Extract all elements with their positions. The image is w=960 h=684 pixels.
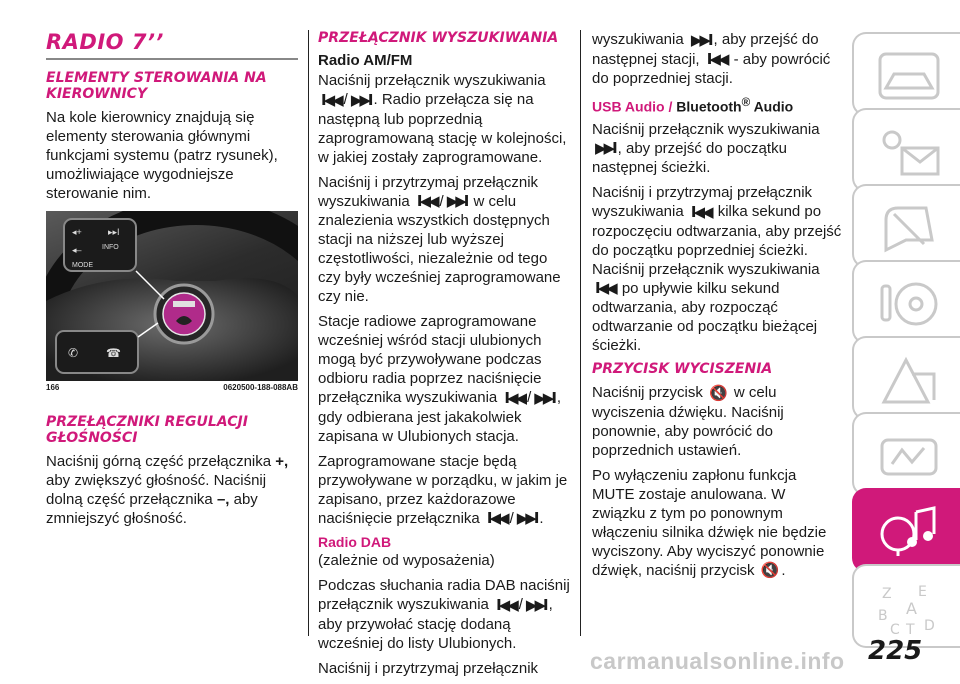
minus-symbol: –, [216,491,230,508]
volume-heading: PRZEŁĄCZNIKI REGULACJI GŁOŚNOŚCI [46,414,248,446]
radio-amfm-title: Radio AM/FM [318,52,413,69]
svg-text:Z: Z [882,586,892,602]
svg-text:T: T [906,622,915,636]
side-tab-starting-driving[interactable] [852,260,960,344]
svg-text:C: C [890,622,900,636]
usb-bluetooth-heading: USB Audio / Bluetooth® Audio [592,96,794,115]
volume-text [46,452,298,528]
emergency-icon [876,352,942,408]
svg-text:E: E [918,584,927,600]
car-dashboard-icon [876,48,942,104]
seek-forward-icon: ▶▶I [525,595,546,614]
figure-code: 0620500-188-088AB [223,383,298,392]
column-middle [318,30,572,684]
seek-forward-icon: ▶▶I [350,90,371,109]
dab-note: (zależnie od wyposażenia) [318,552,495,570]
column-left [46,30,298,534]
svg-text:✆: ✆ [68,346,79,360]
steering-controls-text: Na kole kierownicy znajdują się elementy sterowania głównymi funkcjami systemu (patrz rysunek), umożliwiające wygodniejsze sterowanie nim. [46,109,278,202]
usb-paragraph-2: Naciśnij i przytrzymaj przełącznik wyszukiwania I◀◀ kilka sekund po rozpoczęciu odtwarzania, aby przejść do początku poprzedniej ścieżki. Naciśnij przełącznik wyszukiwania I◀◀ po upływie kilku sekund odtwarzania, aby rozpocząć odtwarzanie od początku bieżącej ścieżki. [592,184,842,355]
column-right [592,30,842,586]
search-paragraph-1: Naciśnij przełącznik wyszukiwania I◀◀ / ▶▶I . Radio przełącza się na następną lub poprzednią zaprogramowaną stację w kolejności, w jakiej zostały zaprogramowane. [318,72,567,166]
seek-forward-icon: ▶▶I [595,139,615,158]
seek-forward-icon: ▶▶I [690,30,711,49]
figure-caption [46,383,298,392]
page-number: 225 [868,636,923,666]
svg-text:◂+: ◂+ [72,227,82,237]
title-divider [46,58,298,60]
info-label: INFO [102,244,119,251]
figure-number: 166 [46,383,60,392]
steering-wheel-illustration [46,211,298,381]
side-tab-safety[interactable] [852,184,960,268]
volume-text-1: Naciśnij górną część przełącznika [46,453,272,470]
mute-heading: PRZYCISK WYCISZENIA [592,361,773,378]
search-paragraph-3: Stacje radiowe zaprogramowane wcześniej wśród stacji ulubionych mogą być przywoływane podczas odbioru radia poprzez naciśnięcie przełącznika wyszukiwania I◀◀ / ▶▶I , gdy odbierana jest jakakolwiek zapisana w Ulubionych stacja. [318,313,562,445]
plus-symbol: +, [275,453,289,470]
mute-icon: 🔇 [709,384,728,402]
search-switch-heading: PRZEŁĄCZNIK WYSZUKIWANIA [318,30,559,46]
seek-back-icon: I◀◀ [706,50,727,69]
watermark: carmanualsonline.info [590,648,845,674]
search-paragraph-2: Naciśnij i przytrzymaj przełącznik wyszukiwania I◀◀ / ▶▶I w celu znalezienia wszystkich dostępnych stacji na niższej lub wyższej częstotliwości, niezależnie od tego czy były wcześniej zaprogramowane czy nie. [318,173,561,306]
svg-text:☎: ☎ [106,346,121,360]
seek-back-icon: I◀◀ [486,509,507,528]
side-tab-dashboard[interactable] [852,32,960,116]
column-divider [308,30,309,636]
seat-belt-icon [876,200,942,256]
dab-hold-paragraph: Naciśnij i przytrzymaj przełącznik [318,659,539,677]
usb-paragraph-1: Naciśnij przełącznik wyszukiwania ▶▶I , aby przejść do początku następnej ścieżki. [592,120,820,177]
svg-text:▸▸I: ▸▸I [108,227,120,237]
search-paragraph-4: Zaprogramowane stacje będą przywoływane w porządku, w jakim je zapisano, przez każdorazowe naciśnięcie przełącznika I◀◀ / ▶▶I . [318,452,568,528]
warning-lights-icon [876,124,942,180]
column-divider [580,30,581,636]
page-title: RADIO 7’’ [46,30,164,54]
side-tab-warning-lights[interactable] [852,108,960,192]
svg-text:B: B [878,608,888,624]
seek-forward-icon: ▶▶I [516,509,537,528]
svg-text:A: A [906,599,917,618]
seek-back-icon: I◀◀ [504,388,525,407]
mode-label: MODE [72,262,93,269]
steering-wheel-figure [46,211,298,381]
seek-forward-icon: ▶▶I [534,388,554,407]
seek-back-icon: I◀◀ [690,202,711,221]
mute-icon: 🔇 [760,562,780,580]
seek-back-icon: I◀◀ [496,595,516,614]
steering-wheel-icon [876,276,942,332]
svg-text:◂–: ◂– [72,245,82,255]
dab-hold-continued: wyszukiwania ▶▶I , aby przejść do następnej stacji, I◀◀ - aby powrócić do poprzedniej stacji. [592,30,831,88]
mute-paragraph-1: Naciśnij przycisk 🔇 w celu wyciszenia dźwięku. Naciśnij ponownie, aby powrócić do poprzednich ustawień. [592,384,784,459]
index-letters-icon [876,580,942,636]
mute-paragraph-2: Po wyłączeniu zapłonu funkcja MUTE zostaje anulowana. W związku z tym po ponownym włączeniu silnika dźwięk nie będzie wyciszony. Aby wyciszyć ponownie dźwięk, naciśnij przycisk 🔇 . [592,466,827,580]
radio-dab-title: Radio DAB [318,534,392,551]
multimedia-icon [876,504,942,560]
side-tab-maintenance[interactable] [852,412,960,496]
maintenance-icon [876,428,942,484]
seek-back-icon: I◀◀ [416,192,437,211]
volume-text-3: aby zmniejszyć głośność. [46,491,258,527]
steering-controls-heading: ELEMENTY STEROWANIA NA KIEROWNICY [46,70,267,102]
side-tab-multimedia[interactable] [852,488,960,572]
dab-paragraph: Podczas słuchania radia DAB naciśnij przełącznik wyszukiwania I◀◀ / ▶▶I , aby przywołać stację dodaną wcześniej do listy Ulubionych. [318,577,570,652]
svg-text:D: D [924,618,935,634]
seek-back-icon: I◀◀ [595,279,615,298]
seek-back-icon: I◀◀ [321,90,341,109]
volume-text-2: aby zwiększyć głośność. Naciśnij dolną część przełącznika [46,472,267,508]
seek-forward-icon: ▶▶I [446,192,467,211]
side-tab-emergency[interactable] [852,336,960,420]
